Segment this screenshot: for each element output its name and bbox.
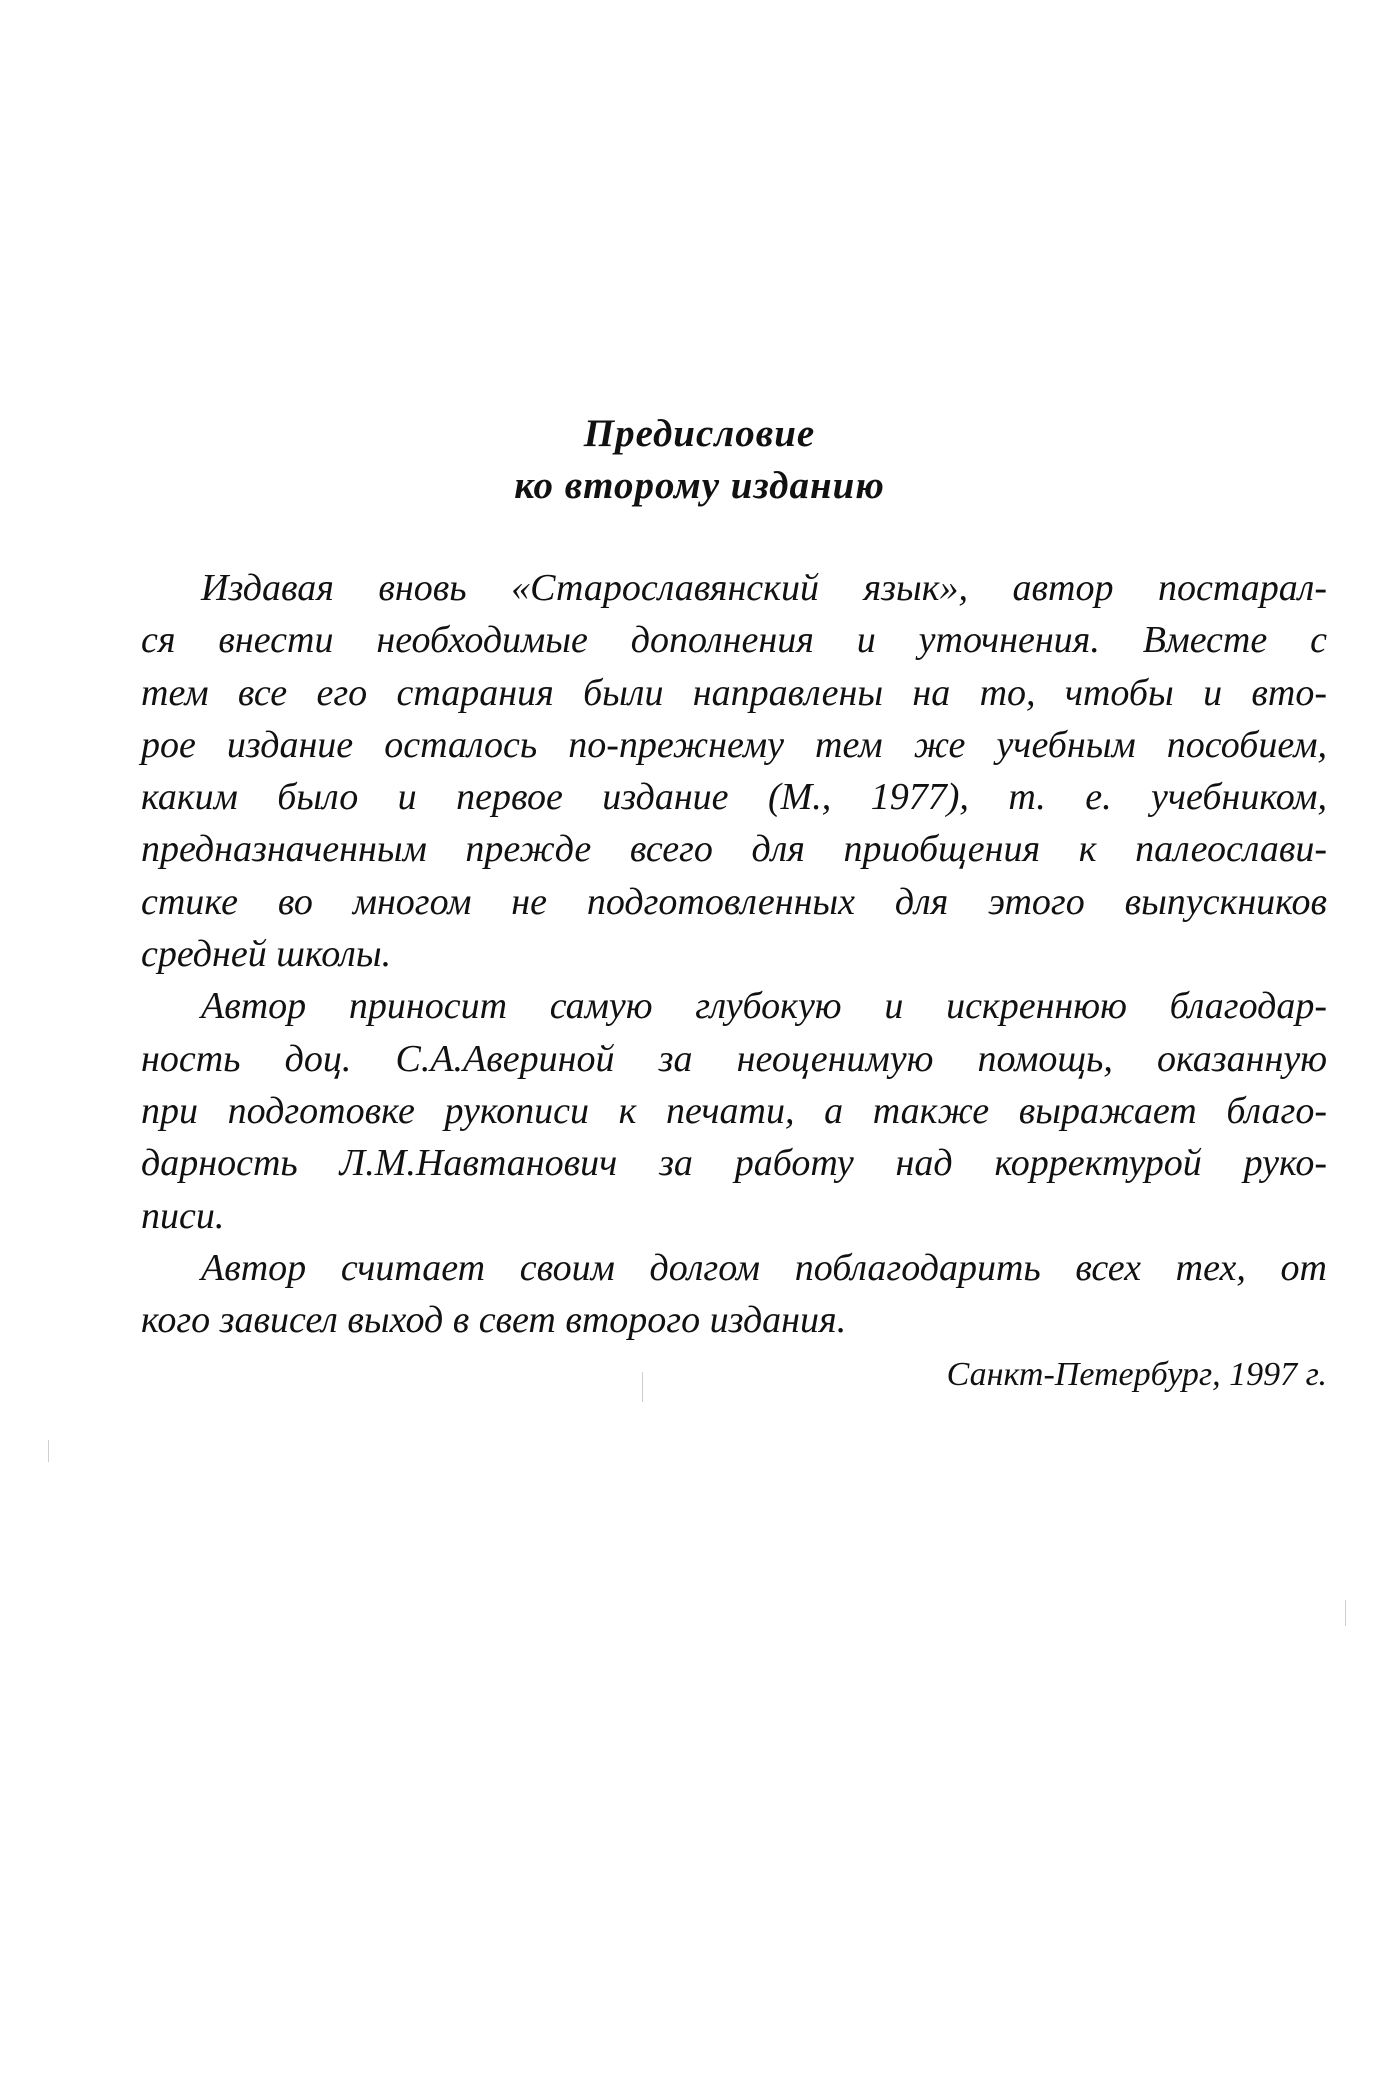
preface-subtitle: ко второму изданию [514,464,885,507]
paragraph-3-line-1: Автор считает своим долгом поблагодарить всех тех, от [201,1246,1327,1289]
paragraph-2-line-5: писи. [141,1194,225,1237]
scan-artifact [1345,1600,1346,1626]
paragraph-1-line-5: каким было и первое издание (М., 1977), т. е. учебником, [141,776,1327,819]
place-date-signature: Санкт-Петербург, 1997 г. [946,1356,1327,1393]
paragraph-3-line-2: кого зависел выход в свет второго издания. [141,1299,847,1342]
paragraph-2-line-2: ность доц. С.А.Авериной за неоценимую помощь, оказанную [141,1037,1327,1080]
paragraph-1-line-6: предназначенным прежде всего для приобщения к палеослави- [141,828,1327,871]
preface-body [141,562,1327,1346]
paragraph-1-line-8: средней школы. [141,933,392,976]
paragraph-1-line-2: ся внести необходимые дополнения и уточнения. Вместе с [141,619,1327,662]
paragraph-1-line-3: тем все его старания были направлены на то, чтобы и вто- [141,671,1327,714]
paragraph-1-line-1: Издавая вновь «Старославянский язык», автор постарал- [201,567,1327,609]
preface-title: Предисловие [583,412,816,455]
paragraph-1-line-4: рое издание осталось по-прежнему тем же учебным пособием, [141,723,1327,766]
paragraph-2-line-3: при подготовке рукописи к печати, а также выражает благо- [141,1089,1327,1132]
scan-artifact [48,1440,49,1462]
paragraph-2-line-4: дарность Л.М.Навтанович за работу над корректурой руко- [141,1142,1327,1185]
paragraph-2-line-1: Автор приносит самую глубокую и искреннюю благодар- [201,985,1327,1028]
paragraph-1-line-7: стике во многом не подготовленных для этого выпускников [141,880,1327,923]
scan-artifact [642,1372,643,1402]
